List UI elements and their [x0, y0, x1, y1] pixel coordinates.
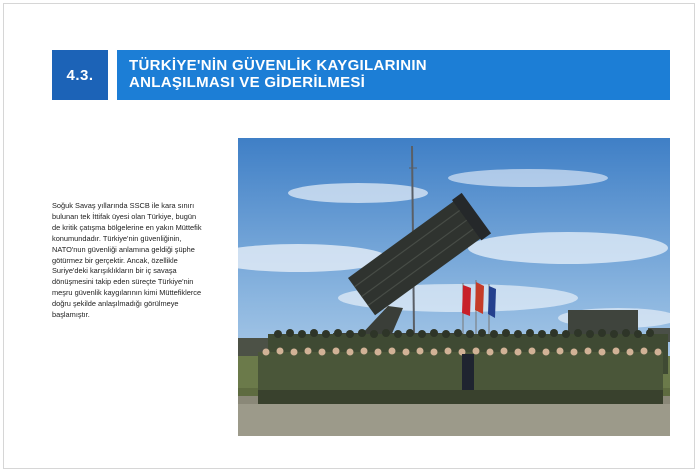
body-paragraph: Soğuk Savaş yıllarında SSCB ile kara sınırı bulunan tek İttifak üyesi olan Türkiye, bugün de kritik çatışma bölgelerine en yakın Müttefik konumundadır. Türkiye'nin güvenliğinin, NATO'nun güvenliği anlamına geldiği şüphe götürmez bir gerçektir. Ancak, özellikle Suriye'deki karışıklıkların bir iç savaşa dönüşmesini takip eden süreçte Türkiye'nin meşru güvenlik kaygılarının kimi Müttefiklerce doğru şekilde anlaşılmadığı görülmeye başlamıştır.: [52, 201, 202, 320]
patriot-battery-group-photo: [238, 138, 670, 436]
section-title-line-2: ANLAŞILMASI VE GİDERİLMESİ: [129, 74, 366, 91]
section-title-line-1: TÜRKİYE'NİN GÜVENLİK KAYGILARININ: [129, 57, 427, 74]
section-number: 4.3.: [52, 50, 108, 100]
section-title: [117, 50, 670, 100]
